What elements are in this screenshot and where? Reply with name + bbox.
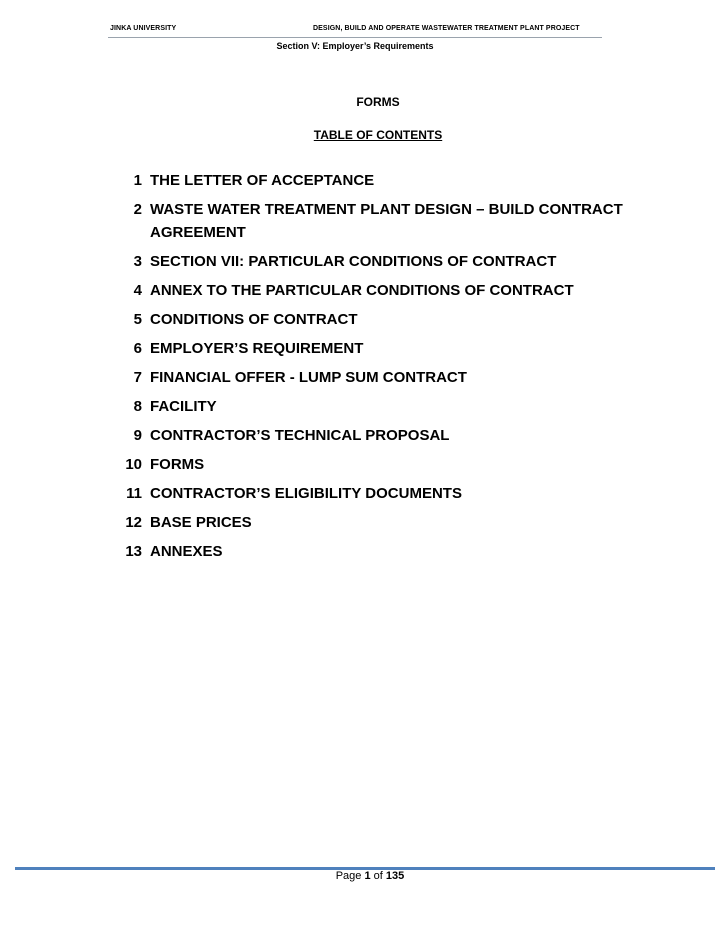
toc-item-title: FORMS xyxy=(150,456,205,473)
page-current: 1 xyxy=(364,870,371,882)
toc-item-title: EMPLOYER’S REQUIREMENT xyxy=(150,340,364,357)
toc-item-title: CONTRACTOR’S ELIGIBILITY DOCUMENTS xyxy=(150,485,462,502)
toc-item-number: 5 xyxy=(133,311,142,328)
toc-item-number: 12 xyxy=(125,514,142,531)
toc-item-title: SECTION VII: PARTICULAR CONDITIONS OF CONTRACT xyxy=(150,253,557,270)
toc-item[interactable] xyxy=(110,308,630,331)
toc-item[interactable] xyxy=(110,482,630,505)
toc-item-number: 11 xyxy=(126,485,142,502)
toc-item[interactable] xyxy=(110,279,630,302)
toc-item-number: 10 xyxy=(125,456,142,473)
toc-item[interactable] xyxy=(110,366,630,389)
header-project-title: DESIGN, BUILD AND OPERATE WASTEWATER TREATMENT PLANT PROJECT xyxy=(313,25,580,32)
toc-item-title: FACILITY xyxy=(150,398,217,415)
toc-item-title: ANNEX TO THE PARTICULAR CONDITIONS OF CONTRACT xyxy=(150,282,574,299)
toc-item-title: CONTRACTOR’S TECHNICAL PROPOSAL xyxy=(150,427,450,444)
toc-item-number: 6 xyxy=(133,340,142,357)
toc-item-number: 13 xyxy=(125,543,142,560)
toc-item[interactable] xyxy=(110,424,630,447)
toc-item[interactable] xyxy=(110,250,630,273)
toc-item-title: BASE PRICES xyxy=(150,514,252,531)
toc-item-title: FINANCIAL OFFER - LUMP SUM CONTRACT xyxy=(150,369,467,386)
toc-item-number: 3 xyxy=(133,253,142,270)
toc-item-title: WASTE WATER TREATMENT PLANT DESIGN – BUILD CONTRACT AGREEMENT xyxy=(150,201,623,241)
table-of-contents xyxy=(110,169,630,569)
toc-item-number: 7 xyxy=(133,369,142,386)
toc-item-title: ANNEXES xyxy=(150,543,223,560)
toc-item-title: CONDITIONS OF CONTRACT xyxy=(150,311,358,328)
toc-item-number: 8 xyxy=(133,398,142,415)
toc-item[interactable] xyxy=(110,337,630,360)
toc-item-number: 9 xyxy=(133,427,142,444)
toc-item-number: 2 xyxy=(133,201,142,218)
toc-item-number: 4 xyxy=(133,282,142,299)
toc-item[interactable] xyxy=(110,453,630,476)
toc-item-title: THE LETTER OF ACCEPTANCE xyxy=(150,172,375,189)
header-university: JINKA UNIVERSITY xyxy=(110,25,177,32)
toc-item[interactable] xyxy=(110,198,630,244)
toc-item[interactable] xyxy=(110,169,630,192)
toc-item[interactable] xyxy=(110,511,630,534)
toc-heading: TABLE OF CONTENTS xyxy=(313,128,443,142)
header-section-title: Section V: Employer’s Requirements xyxy=(276,41,434,51)
page-number-footer xyxy=(0,870,720,882)
page-total: 135 xyxy=(385,870,405,882)
page-label: Page xyxy=(335,870,362,882)
forms-heading: FORMS xyxy=(356,95,400,109)
toc-item[interactable] xyxy=(110,395,630,418)
toc-item-number: 1 xyxy=(133,172,142,189)
header-divider xyxy=(108,37,602,38)
page-of-label: of xyxy=(373,870,383,882)
toc-item[interactable] xyxy=(110,540,630,563)
